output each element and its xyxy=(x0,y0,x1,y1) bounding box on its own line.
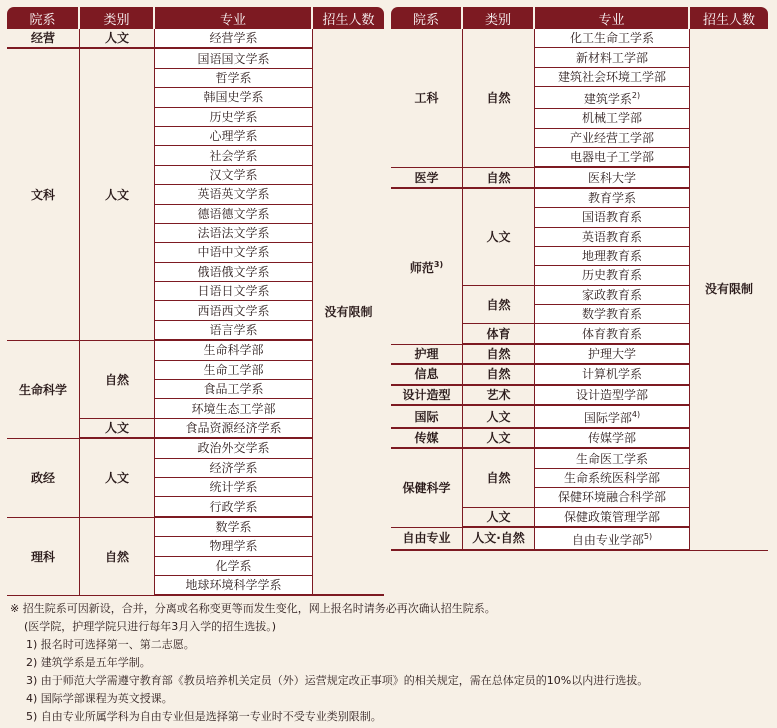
header-category: 类别 xyxy=(463,7,535,29)
category-cell xyxy=(80,439,155,518)
major-cell xyxy=(155,537,313,556)
header-quota: 招生人数 xyxy=(313,7,384,29)
major-cell xyxy=(155,205,313,224)
major-cell-text: 家政教育系 xyxy=(581,287,642,302)
category-cell-text: 自然 xyxy=(486,347,511,362)
category-cell xyxy=(463,345,535,365)
college-cell xyxy=(391,406,463,429)
college-cell xyxy=(391,528,463,551)
college-cell xyxy=(391,449,463,528)
category-cell-text: 自然 xyxy=(486,367,511,382)
major-cell xyxy=(155,108,313,127)
table-header-row xyxy=(391,7,768,29)
major-cell-text: 设计造型学部 xyxy=(575,387,648,402)
category-cell-text: 人文 xyxy=(486,229,511,244)
major-cell xyxy=(535,386,690,406)
major-cell-text: 行政学系 xyxy=(209,499,258,514)
major-cell xyxy=(155,224,313,243)
footnotes xyxy=(10,600,648,726)
category-cell xyxy=(80,49,155,341)
college-cell xyxy=(391,189,463,345)
major-cell xyxy=(155,69,313,88)
major-cell xyxy=(535,508,690,528)
major-cell-text: 体育教育系 xyxy=(581,326,642,341)
major-cell-text: 传媒学部 xyxy=(587,431,636,446)
table-header-row xyxy=(7,7,384,29)
category-cell xyxy=(463,324,535,344)
category-cell xyxy=(463,386,535,406)
major-cell-text: 地球环境科学学系 xyxy=(185,578,282,593)
category-cell xyxy=(463,528,535,551)
header-major: 专业 xyxy=(155,7,313,29)
major-cell xyxy=(535,324,690,344)
category-cell-text: 人文 xyxy=(486,409,511,424)
quota-cell: 没有限制 xyxy=(690,29,768,551)
note-3: 3) 由于师范大学需遵守教育部《教员培养机关定员（外）运营规定改正事项》的相关规定，需在总体定员的10%以内进行选拔。 xyxy=(26,674,649,687)
college-cell-text: 国际 xyxy=(414,409,439,424)
major-cell-text: 韩国史学系 xyxy=(203,90,264,105)
category-cell-text: 人文·自然 xyxy=(472,531,525,546)
major-cell-text: 地理教育系 xyxy=(581,249,642,264)
college-cell-text: 理科 xyxy=(30,549,55,564)
major-cell-text: 国语国文学系 xyxy=(197,51,270,66)
category-cell xyxy=(463,365,535,385)
major-cell xyxy=(535,168,690,188)
major-cell xyxy=(535,266,690,285)
major-cell-text: 日语日文学系 xyxy=(197,284,270,299)
college-cell xyxy=(7,341,80,439)
major-cell: 经营学系 xyxy=(155,29,313,49)
major-cell-text: 新材料工学部 xyxy=(575,50,648,65)
major-cell xyxy=(155,282,313,301)
major-cell xyxy=(155,263,313,282)
major-cell xyxy=(535,528,690,551)
category-cell xyxy=(463,449,535,507)
category-cell: 人文 xyxy=(80,29,155,49)
college-cell-text: 传媒 xyxy=(414,431,439,446)
major-cell xyxy=(535,365,690,385)
major-cell xyxy=(535,189,690,208)
major-cell xyxy=(535,305,690,324)
major-cell-text: 建筑社会环境工学部 xyxy=(557,69,666,84)
college-cell xyxy=(391,365,463,385)
category-cell xyxy=(463,508,535,528)
major-cell-text: 国语教育系 xyxy=(581,210,642,225)
major-cell xyxy=(535,148,690,168)
major-cell xyxy=(535,469,690,488)
college-cell-text: 生命科学 xyxy=(18,382,67,397)
college-cell-text: 医学 xyxy=(414,170,439,185)
major-cell xyxy=(155,459,313,478)
college-cell: 经营 xyxy=(7,29,80,49)
footnote-marker: 5) xyxy=(643,531,653,541)
major-cell-text: 食品工学系 xyxy=(203,382,264,397)
major-cell xyxy=(155,419,313,439)
major-cell-text: 经济学系 xyxy=(209,460,258,475)
note-2: 2) 建筑学系是五年学制。 xyxy=(26,656,151,669)
major-cell xyxy=(155,478,313,497)
college-cell-text: 自由专业 xyxy=(402,531,451,546)
college-cell-text: 文科 xyxy=(30,187,55,202)
major-cell xyxy=(535,286,690,305)
category-cell-text: 人文 xyxy=(104,470,129,485)
category-cell-text: 艺术 xyxy=(486,387,511,402)
major-cell-text: 化学系 xyxy=(215,558,252,573)
major-cell-text: 西语西文学系 xyxy=(197,303,270,318)
major-cell-text: 医科大学 xyxy=(587,170,636,185)
major-cell xyxy=(535,48,690,67)
major-cell xyxy=(535,129,690,148)
major-cell xyxy=(155,301,313,320)
category-cell-text: 人文 xyxy=(104,187,129,202)
category-cell-text: 自然 xyxy=(486,471,511,485)
category-cell-text: 自然 xyxy=(104,549,129,564)
footnote-marker: 2) xyxy=(631,91,641,101)
major-cell-text: 数学教育系 xyxy=(581,307,642,322)
major-cell-text: 环境生态工学部 xyxy=(191,401,276,416)
college-cell-text: 政经 xyxy=(30,470,55,485)
major-cell xyxy=(535,247,690,266)
major-cell xyxy=(155,166,313,185)
major-cell-text: 机械工学部 xyxy=(581,111,642,126)
college-cell-text: 设计造型 xyxy=(402,387,451,402)
major-cell-text: 俄语俄文学系 xyxy=(197,264,270,279)
category-cell xyxy=(463,168,535,188)
major-cell-text: 英语英文学系 xyxy=(197,187,270,202)
header-college: 院系 xyxy=(7,7,80,29)
college-cell xyxy=(391,386,463,406)
major-cell xyxy=(155,341,313,360)
major-cell-text: 食品资源经济学系 xyxy=(185,421,282,435)
table-row xyxy=(391,29,768,48)
note-1: 1) 报名时可选择第一、第二志愿。 xyxy=(26,638,195,651)
major-cell-text: 国际学部 xyxy=(583,411,632,426)
major-cell xyxy=(535,429,690,449)
major-cell xyxy=(155,361,313,380)
major-cell xyxy=(155,185,313,204)
header-quota: 招生人数 xyxy=(690,7,768,29)
major-cell-text: 社会学系 xyxy=(209,148,258,163)
major-cell-text: 历史教育系 xyxy=(581,268,642,283)
major-cell-text: 法语法文学系 xyxy=(197,226,270,241)
footnote-marker: 3) xyxy=(433,259,444,269)
category-cell-text: 体育 xyxy=(486,326,511,341)
major-cell-text: 电器电子工学部 xyxy=(569,150,654,165)
college-cell xyxy=(7,518,80,597)
category-cell-text: 人文 xyxy=(486,431,511,446)
major-cell xyxy=(155,399,313,418)
header-category: 类别 xyxy=(80,7,155,29)
college-cell-text: 信息 xyxy=(414,367,439,382)
footnote-marker: 4) xyxy=(631,410,641,420)
major-cell xyxy=(535,208,690,227)
note-general: ※ 招生院系可因新设，合并，分离或名称变更等而发生变化，网上报名时请务必再次确认招生院系。 xyxy=(10,602,496,615)
major-cell-text: 生命医工学系 xyxy=(575,451,648,466)
major-cell-text: 保健环境融合科学部 xyxy=(557,490,666,505)
college-cell-text: 护理 xyxy=(414,347,439,362)
major-cell-text: 英语教育系 xyxy=(581,229,642,244)
major-cell-text: 汉文学系 xyxy=(209,167,258,182)
major-cell-text: 数学系 xyxy=(215,519,252,534)
major-cell xyxy=(535,228,690,247)
major-cell xyxy=(535,449,690,468)
major-cell-text: 德语德文学系 xyxy=(197,206,270,221)
college-cell-text: 师范 xyxy=(409,260,434,275)
header-college: 院系 xyxy=(391,7,463,29)
college-cell xyxy=(391,168,463,188)
category-cell xyxy=(80,419,155,439)
note-5: 5) 自由专业所属学科为自由专业但是选择第一专业时不受专业类别限制。 xyxy=(26,710,382,723)
major-cell-text: 保健政策管理学部 xyxy=(563,509,660,524)
major-cell xyxy=(155,127,313,146)
major-cell xyxy=(155,321,313,341)
major-cell-text: 政治外交学系 xyxy=(197,441,270,456)
major-cell-text: 哲学系 xyxy=(215,70,252,85)
major-cell xyxy=(155,576,313,596)
major-cell-text: 历史学系 xyxy=(209,109,258,124)
major-cell-text: 自由专业学部 xyxy=(571,532,644,547)
category-cell-text: 人文 xyxy=(104,421,129,435)
major-cell-text: 心理学系 xyxy=(209,129,258,144)
college-cell xyxy=(391,345,463,365)
college-cell: 工科 xyxy=(391,29,463,168)
major-cell xyxy=(155,497,313,517)
major-cell xyxy=(535,109,690,128)
category-cell-text: 自然 xyxy=(104,372,129,387)
note-medical: (医学院，护理学院只进行每年3月入学的招生选拔。) xyxy=(24,620,277,633)
major-cell-text: 中语中文学系 xyxy=(197,245,270,260)
college-cell xyxy=(7,439,80,518)
left-admission-table xyxy=(7,7,384,596)
major-cell xyxy=(155,49,313,68)
major-cell-text: 物理学系 xyxy=(209,539,258,554)
major-cell xyxy=(155,146,313,165)
major-cell xyxy=(535,406,690,429)
major-cell xyxy=(535,345,690,365)
major-cell-text: 产业经营工学部 xyxy=(569,130,654,145)
header-major: 专业 xyxy=(535,7,690,29)
category-cell-text: 自然 xyxy=(486,170,511,185)
category-cell xyxy=(463,286,535,325)
major-cell xyxy=(155,557,313,576)
college-cell xyxy=(391,429,463,449)
major-cell-text: 生命科学部 xyxy=(203,343,264,358)
major-cell-text: 生命工学部 xyxy=(203,362,264,377)
category-cell xyxy=(463,429,535,449)
major-cell-text: 建筑学系 xyxy=(583,92,632,107)
major-cell-text: 统计学系 xyxy=(209,480,258,495)
quota-cell: 没有限制 xyxy=(313,29,384,596)
category-cell xyxy=(80,341,155,419)
category-cell xyxy=(80,518,155,597)
major-cell xyxy=(535,68,690,87)
right-admission-table xyxy=(391,7,768,551)
major-cell-text: 计算机学系 xyxy=(581,367,642,382)
major-cell-text: 生命系统医科学部 xyxy=(563,471,660,485)
major-cell-text: 教育学系 xyxy=(587,190,636,205)
category-cell-text: 人文 xyxy=(486,509,511,524)
note-4: 4) 国际学部课程为英文授课。 xyxy=(26,692,173,705)
major-cell xyxy=(155,439,313,458)
major-cell xyxy=(535,488,690,507)
category-cell-text: 自然 xyxy=(486,297,511,312)
major-cell: 化工生命工学系 xyxy=(535,29,690,48)
table-row xyxy=(7,29,384,49)
college-cell-text: 保健科学 xyxy=(402,481,451,496)
major-cell xyxy=(155,380,313,399)
major-cell xyxy=(155,88,313,107)
category-cell xyxy=(463,406,535,429)
college-cell xyxy=(7,49,80,341)
major-cell xyxy=(155,518,313,537)
category-cell: 自然 xyxy=(463,29,535,168)
major-cell-text: 护理大学 xyxy=(587,347,636,362)
major-cell-text: 语言学系 xyxy=(209,323,258,338)
major-cell xyxy=(535,87,690,109)
category-cell xyxy=(463,189,535,286)
major-cell xyxy=(155,243,313,262)
